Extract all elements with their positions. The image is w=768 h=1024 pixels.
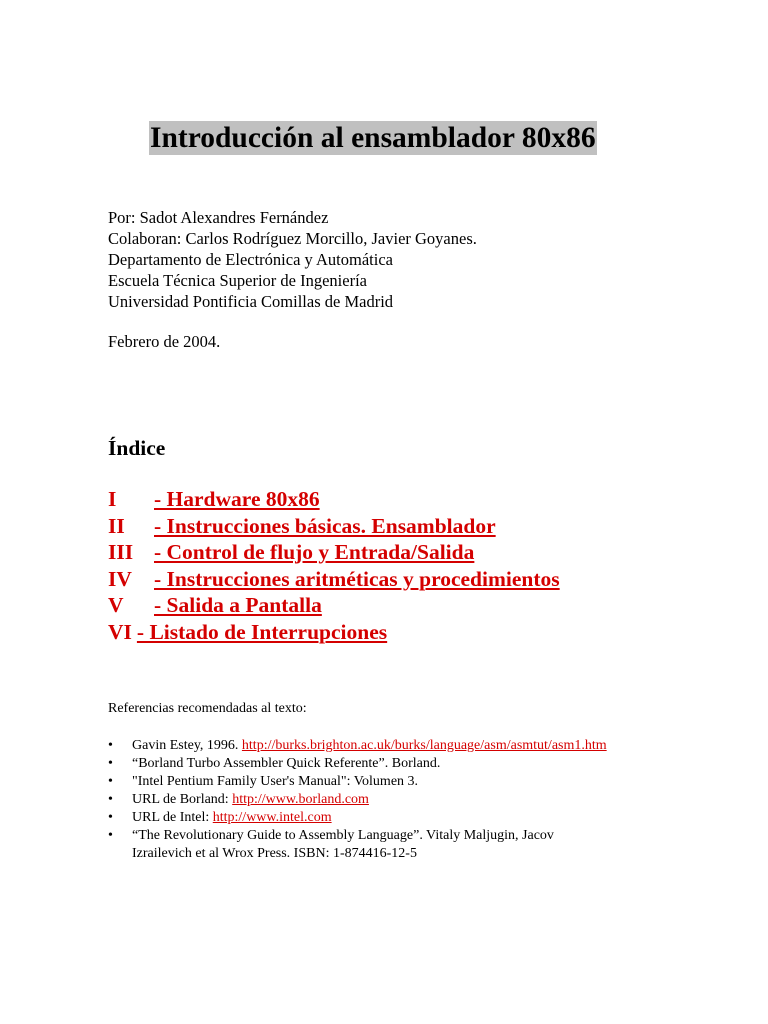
reference-text: URL de Intel: xyxy=(132,810,213,825)
bullet: • xyxy=(108,792,113,807)
toc-label: - Control de flujo y Entrada/Salida xyxy=(154,540,475,565)
document-title: Introducción al ensamblador 80x86 xyxy=(150,122,596,154)
bullet: • xyxy=(108,774,113,789)
toc-number: I xyxy=(108,487,117,511)
reference-text: "Intel Pentium Family User's Manual": Volumen 3. xyxy=(132,774,419,789)
toc-number: IV xyxy=(108,566,132,591)
list-item xyxy=(108,773,708,791)
toc-link-6[interactable] xyxy=(108,619,560,646)
reference-link-intel[interactable]: http://www.intel.com xyxy=(212,810,332,825)
bullet: • xyxy=(108,738,113,753)
toc-label: - Instrucciones aritméticas y procedimientos xyxy=(154,566,560,591)
reference-text: Gavin Estey, 1996. xyxy=(132,738,242,753)
university-line: Universidad Pontificia Comillas de Madrid xyxy=(108,292,394,311)
reference-text: “The Revolutionary Guide to Assembly Language”. Vitaly Maljugin, Jacov xyxy=(132,828,554,843)
toc-label: - Listado de Interrupciones xyxy=(136,619,388,644)
toc-link-5[interactable] xyxy=(108,592,560,619)
document-date: Febrero de 2004. xyxy=(108,332,221,351)
author-line: Por: Sadot Alexandres Fernández xyxy=(108,208,329,227)
toc-label: - Instrucciones básicas. Ensamblador xyxy=(154,513,496,538)
reference-text-continued: Izrailevich et al Wrox Press. ISBN: 1-874416-12-5 xyxy=(132,846,417,861)
toc-link-1[interactable] xyxy=(108,486,560,513)
list-item xyxy=(108,827,708,863)
toc-number: V xyxy=(108,593,124,618)
list-item xyxy=(108,755,708,773)
index-heading: Índice xyxy=(108,436,166,460)
bullet: • xyxy=(108,756,113,771)
list-item xyxy=(108,809,708,827)
toc-link-4[interactable] xyxy=(108,566,560,593)
toc-number: II xyxy=(108,513,125,538)
contributors-line: Colaboran: Carlos Rodríguez Morcillo, Javier Goyanes. xyxy=(108,229,477,248)
reference-text: “Borland Turbo Assembler Quick Referente”. Borland. xyxy=(132,756,441,771)
reference-text: URL de Borland: xyxy=(132,792,233,807)
bullet: • xyxy=(108,810,113,825)
table-of-contents xyxy=(108,486,560,646)
reference-link-borland[interactable]: http://www.borland.com xyxy=(232,792,369,807)
list-item xyxy=(108,791,708,809)
author-block xyxy=(108,207,477,312)
school-line: Escuela Técnica Superior de Ingeniería xyxy=(108,271,367,290)
toc-number: VI xyxy=(108,619,132,644)
toc-link-3[interactable] xyxy=(108,539,560,566)
department-line: Departamento de Electrónica y Automática xyxy=(108,250,393,269)
list-item xyxy=(108,737,708,755)
bullet: • xyxy=(108,828,113,843)
toc-number: III xyxy=(108,540,134,565)
toc-label: - Salida a Pantalla xyxy=(154,593,322,618)
toc-link-2[interactable] xyxy=(108,513,560,540)
reference-link-burks[interactable]: http://burks.brighton.ac.uk/burks/language/asm/asmtut/asm1.htm xyxy=(241,738,607,753)
toc-label: - Hardware 80x86 xyxy=(154,487,320,511)
references-list xyxy=(108,737,708,863)
references-label: Referencias recomendadas al texto: xyxy=(108,701,307,716)
